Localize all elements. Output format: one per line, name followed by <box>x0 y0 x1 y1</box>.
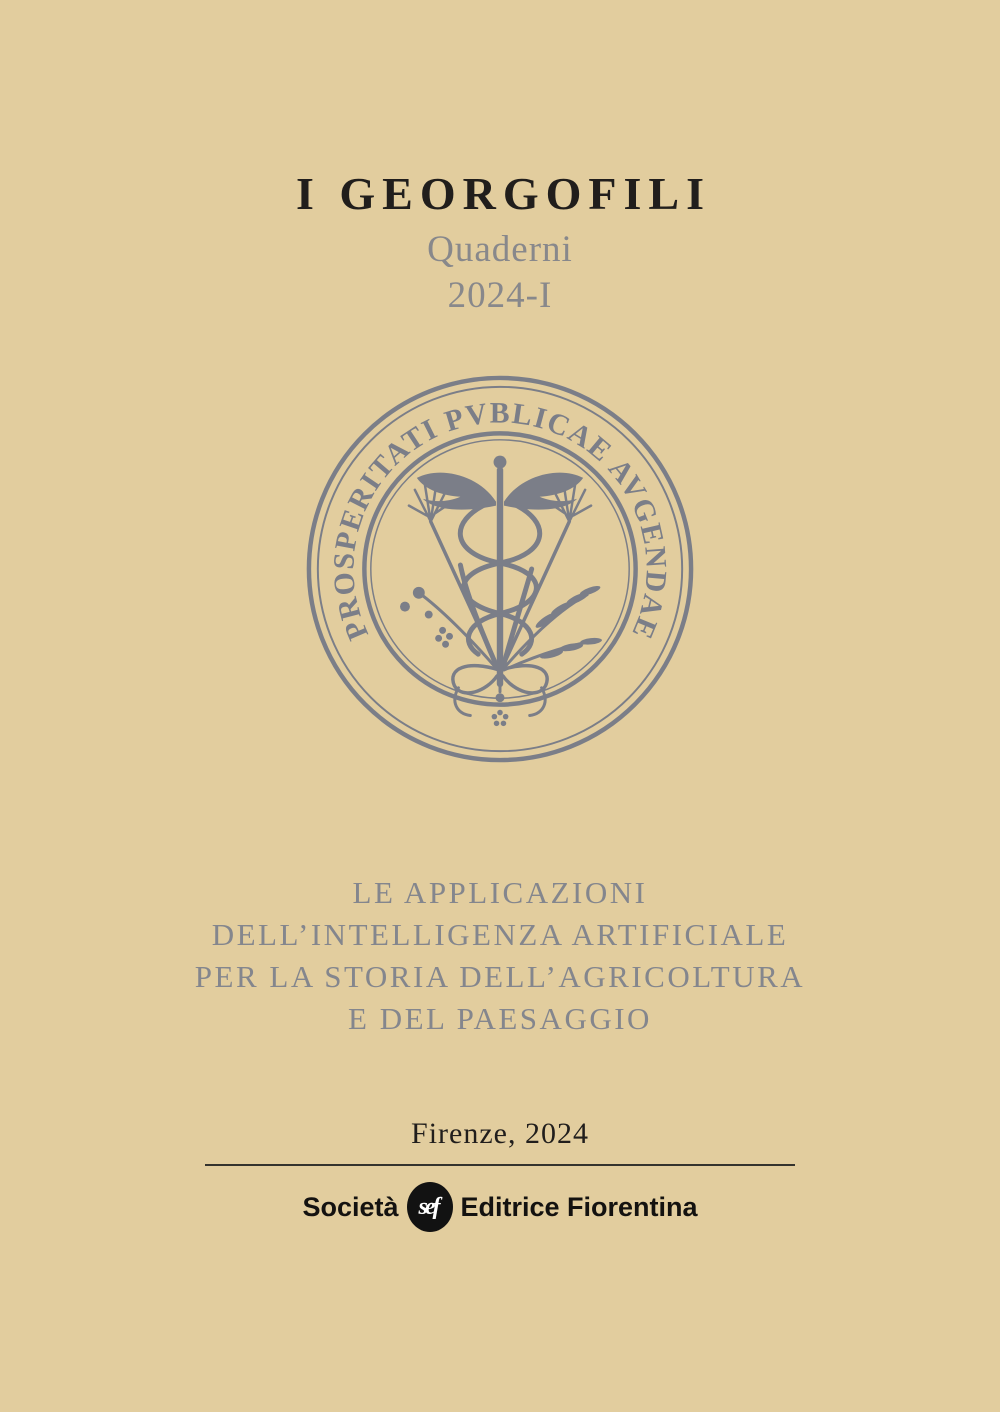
series-label: Quaderni <box>427 229 573 270</box>
book-title <box>0 872 1000 1040</box>
masthead-title: I GEORGOFILI <box>295 167 711 219</box>
publisher-word-right: Editrice Fiorentina <box>460 1191 698 1222</box>
georgofili-seal <box>302 371 698 767</box>
title-line: LE APPLICAZIONI <box>352 875 648 910</box>
publisher-row <box>0 1182 1000 1232</box>
sef-monogram: sef <box>418 1193 438 1220</box>
divider-line <box>205 1164 795 1166</box>
publisher-word-left: Società <box>302 1191 399 1222</box>
title-line: PER LA STORIA DELL’AGRICOLTURA <box>194 959 806 994</box>
issue-label: 2024-I <box>447 275 553 316</box>
sef-logo-icon <box>407 1182 453 1232</box>
imprint-place-year: Firenze, 2024 <box>411 1117 589 1150</box>
title-line: DELL’INTELLIGENZA ARTIFICIALE <box>211 917 789 952</box>
seal-motto: PROSPERITATI PVBLICAE AVGENDAE <box>328 397 672 645</box>
seal-image <box>302 371 698 767</box>
title-line: E DEL PAESAGGIO <box>348 1001 652 1036</box>
rosette-icon <box>492 710 509 726</box>
